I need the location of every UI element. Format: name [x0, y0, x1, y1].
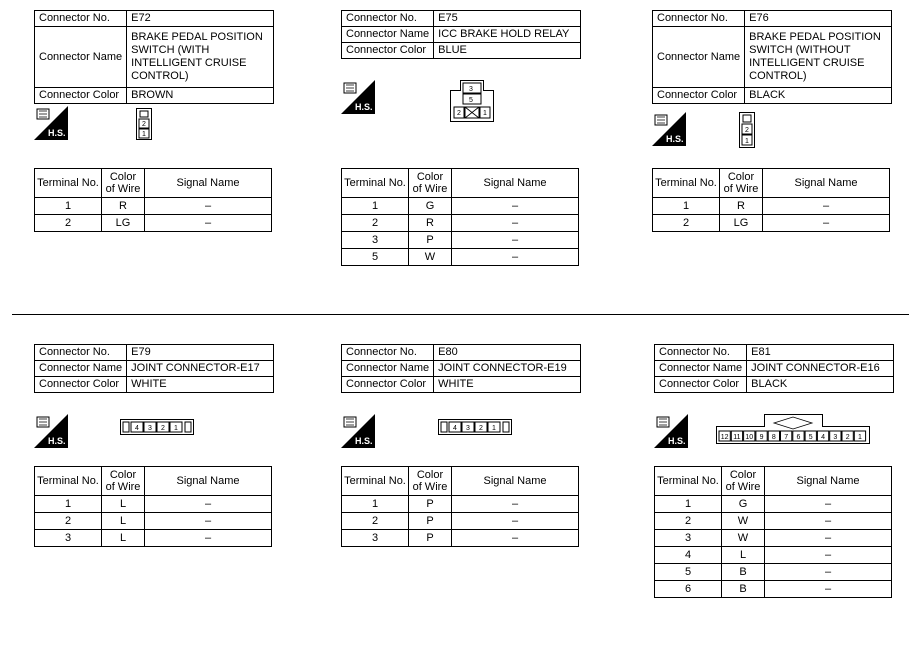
connector-info-table: [34, 344, 274, 393]
wire-color-header: Color of Wire: [102, 467, 145, 496]
hs-label: H.S.: [48, 128, 66, 138]
terminal-no: 2: [655, 513, 722, 530]
connector-no-value: E72: [127, 11, 274, 27]
pin-label: 12: [720, 434, 729, 441]
pin-label: 2: [142, 121, 146, 128]
terminal-no: 3: [655, 530, 722, 547]
terminal-table: [341, 466, 579, 547]
signal-name: –: [145, 530, 272, 547]
wire-color: R: [409, 215, 452, 232]
connector-no-label: Connector No.: [35, 11, 127, 27]
pin-label: 3: [466, 425, 470, 432]
hs-label: H.S.: [668, 436, 686, 446]
pin-label: 4: [821, 434, 826, 441]
connector-color-value: BLACK: [747, 377, 894, 393]
terminal-no: 2: [35, 513, 102, 530]
connector-face-diagram: [716, 414, 870, 444]
terminal-block-e75: [341, 168, 579, 266]
table-row: [35, 496, 272, 513]
connector-name-label: Connector Name: [655, 361, 747, 377]
signal-name: –: [765, 530, 892, 547]
connector-no-value: E81: [747, 345, 894, 361]
section-divider: [12, 314, 909, 315]
signal-name: –: [765, 513, 892, 530]
pin-label: 1: [142, 131, 146, 138]
signal-name: –: [452, 215, 579, 232]
pin-label: 6: [796, 434, 801, 441]
connector-info-table: [34, 10, 274, 104]
table-row: [342, 198, 579, 215]
connector-name-value: JOINT CONNECTOR-E16: [747, 361, 894, 377]
pin-label: 10: [745, 434, 754, 441]
connector-color-label: Connector Color: [655, 377, 747, 393]
terminal-no: 4: [655, 547, 722, 564]
signal-name: –: [763, 198, 890, 215]
connector-color-label: Connector Color: [653, 88, 745, 104]
connector-no-value: E76: [745, 11, 892, 27]
signal-name-header: Signal Name: [765, 467, 892, 496]
wire-color: R: [102, 198, 145, 215]
pin-label: 2: [745, 127, 749, 134]
terminal-table: [652, 168, 890, 232]
signal-name-header: Signal Name: [452, 169, 579, 198]
connector-face-diagram: [438, 419, 512, 435]
harness-side-icon: [652, 112, 686, 146]
terminal-no: 6: [655, 581, 722, 598]
terminal-no-header: Terminal No.: [655, 467, 722, 496]
terminal-no: 1: [35, 198, 102, 215]
wire-color: P: [409, 513, 452, 530]
wire-color: L: [102, 496, 145, 513]
signal-name: –: [452, 232, 579, 249]
connector-info-table: [341, 10, 581, 59]
wire-color: L: [722, 547, 765, 564]
pin-label: 1: [174, 425, 178, 432]
pin-label: 3: [833, 434, 838, 441]
terminal-table: [341, 168, 579, 266]
wire-color: W: [722, 513, 765, 530]
terminal-no: 2: [342, 513, 409, 530]
terminal-no-header: Terminal No.: [653, 169, 720, 198]
wire-color-header: Color of Wire: [722, 467, 765, 496]
connector-no-value: E80: [434, 345, 581, 361]
connector-no-label: Connector No.: [342, 345, 434, 361]
signal-name: –: [145, 198, 272, 215]
terminal-no: 5: [655, 564, 722, 581]
terminal-no: 3: [342, 530, 409, 547]
pin-label: 5: [469, 97, 473, 104]
table-row: [653, 215, 890, 232]
signal-name: –: [765, 496, 892, 513]
wire-color-header: Color of Wire: [409, 169, 452, 198]
connector-block-e80: [341, 344, 581, 393]
terminal-table: [34, 466, 272, 547]
table-row: [342, 215, 579, 232]
wire-color: G: [722, 496, 765, 513]
signal-name: –: [145, 513, 272, 530]
connector-face-diagram: [450, 80, 494, 122]
connector-name-value: JOINT CONNECTOR-E19: [434, 361, 581, 377]
signal-name: –: [452, 198, 579, 215]
connector-name-label: Connector Name: [342, 27, 434, 43]
connector-no-label: Connector No.: [655, 345, 747, 361]
connector-name-value: JOINT CONNECTOR-E17: [127, 361, 274, 377]
terminal-block-e81: [654, 466, 892, 598]
table-row: [655, 547, 892, 564]
hs-label: H.S.: [355, 102, 373, 112]
signal-name-header: Signal Name: [763, 169, 890, 198]
table-row: [655, 496, 892, 513]
table-row: [342, 496, 579, 513]
terminal-no-header: Terminal No.: [342, 467, 409, 496]
connector-color-label: Connector Color: [35, 88, 127, 104]
signal-name: –: [452, 496, 579, 513]
connector-no-value: E79: [127, 345, 274, 361]
terminal-no: 1: [653, 198, 720, 215]
pin-label: 9: [759, 434, 764, 441]
connector-color-label: Connector Color: [35, 377, 127, 393]
connector-name-value: BRAKE PEDAL POSITION SWITCH (WITHOUT INTELLIGENT CRUISE CONTROL): [745, 27, 892, 88]
wire-color: L: [102, 513, 145, 530]
pin-label: 5: [808, 434, 813, 441]
wire-color-header: Color of Wire: [720, 169, 763, 198]
signal-name: –: [765, 564, 892, 581]
pin-label: 1: [745, 138, 749, 145]
pin-label: 4: [135, 425, 139, 432]
signal-name: –: [765, 581, 892, 598]
pin-label: 2: [161, 425, 165, 432]
terminal-block-e72: [34, 168, 272, 232]
connector-no-label: Connector No.: [653, 11, 745, 27]
signal-name: –: [452, 513, 579, 530]
wire-color: B: [722, 581, 765, 598]
wire-color: W: [409, 249, 452, 266]
wire-color-header: Color of Wire: [409, 467, 452, 496]
wire-color: B: [722, 564, 765, 581]
connector-no-label: Connector No.: [342, 11, 434, 27]
connector-name-label: Connector Name: [35, 361, 127, 377]
signal-name: –: [145, 215, 272, 232]
connector-color-value: BLACK: [745, 88, 892, 104]
wire-color: R: [720, 198, 763, 215]
connector-info-table: [654, 344, 894, 393]
table-row: [342, 232, 579, 249]
hs-label: H.S.: [355, 436, 373, 446]
hs-label: H.S.: [48, 436, 66, 446]
terminal-no: 1: [342, 198, 409, 215]
signal-name: –: [452, 530, 579, 547]
wire-color: G: [409, 198, 452, 215]
pin-label: 11: [733, 434, 741, 441]
connector-block-e81: [654, 344, 894, 393]
pin-label: 3: [469, 86, 473, 93]
table-row: [653, 198, 890, 215]
terminal-block-e76: [652, 168, 890, 232]
signal-name: –: [763, 215, 890, 232]
harness-side-icon: [654, 414, 688, 448]
connector-name-label: Connector Name: [35, 27, 127, 88]
connector-color-value: BROWN: [127, 88, 274, 104]
wire-color: LG: [720, 215, 763, 232]
signal-name: –: [765, 547, 892, 564]
terminal-table: [654, 466, 892, 598]
pin-label: 1: [492, 425, 496, 432]
terminal-no: 1: [35, 496, 102, 513]
connector-color-value: BLUE: [434, 43, 581, 59]
terminal-no-header: Terminal No.: [342, 169, 409, 198]
pin-label: 1: [857, 434, 862, 441]
pin-label: 2: [845, 434, 850, 441]
terminal-no: 2: [653, 215, 720, 232]
connector-block-e76: [652, 10, 892, 104]
terminal-no: 1: [655, 496, 722, 513]
table-row: [35, 530, 272, 547]
connector-block-e72: [34, 10, 274, 104]
table-row: [35, 513, 272, 530]
table-row: [655, 513, 892, 530]
connector-block-e79: [34, 344, 274, 393]
connector-name-label: Connector Name: [342, 361, 434, 377]
table-row: [655, 564, 892, 581]
connector-color-value: WHITE: [434, 377, 581, 393]
terminal-no: 2: [342, 215, 409, 232]
table-row: [342, 530, 579, 547]
connector-color-label: Connector Color: [342, 377, 434, 393]
pin-label: 2: [479, 425, 483, 432]
terminal-no: 1: [342, 496, 409, 513]
connector-name-label: Connector Name: [653, 27, 745, 88]
table-row: [342, 249, 579, 266]
table-row: [35, 215, 272, 232]
terminal-no-header: Terminal No.: [35, 169, 102, 198]
connector-name-value: BRAKE PEDAL POSITION SWITCH (WITH INTELLIGENT CRUISE CONTROL): [127, 27, 274, 88]
connector-info-table: [652, 10, 892, 104]
connector-no-value: E75: [434, 11, 581, 27]
terminal-no: 2: [35, 215, 102, 232]
pin-label: 8: [771, 434, 776, 441]
pin-label: 7: [784, 434, 789, 441]
wire-color: W: [722, 530, 765, 547]
wire-color: P: [409, 530, 452, 547]
connector-info-table: [341, 344, 581, 393]
terminal-no: 3: [35, 530, 102, 547]
wire-color: L: [102, 530, 145, 547]
signal-name-header: Signal Name: [145, 169, 272, 198]
terminal-block-e79: [34, 466, 272, 547]
pin-label: 3: [148, 425, 152, 432]
signal-name: –: [452, 249, 579, 266]
terminal-table: [34, 168, 272, 232]
pin-label: 4: [453, 425, 457, 432]
table-row: [655, 581, 892, 598]
wire-color: LG: [102, 215, 145, 232]
hs-label: H.S.: [666, 134, 684, 144]
signal-name-header: Signal Name: [145, 467, 272, 496]
pin-label: 1: [483, 110, 487, 117]
connector-name-value: ICC BRAKE HOLD RELAY: [434, 27, 581, 43]
harness-side-icon: [341, 414, 375, 448]
harness-side-icon: [341, 80, 375, 114]
table-row: [655, 530, 892, 547]
signal-name-header: Signal Name: [452, 467, 579, 496]
connector-face-diagram: [136, 108, 152, 140]
harness-side-icon: [34, 106, 68, 140]
harness-side-icon: [34, 414, 68, 448]
terminal-no-header: Terminal No.: [35, 467, 102, 496]
wire-color-header: Color of Wire: [102, 169, 145, 198]
wire-color: P: [409, 232, 452, 249]
pin-label: 2: [457, 110, 461, 117]
table-row: [35, 198, 272, 215]
connector-face-diagram: [739, 112, 755, 148]
connector-face-diagram: [120, 419, 194, 435]
connector-color-label: Connector Color: [342, 43, 434, 59]
terminal-no: 3: [342, 232, 409, 249]
terminal-block-e80: [341, 466, 579, 547]
terminal-no: 5: [342, 249, 409, 266]
connector-color-value: WHITE: [127, 377, 274, 393]
connector-no-label: Connector No.: [35, 345, 127, 361]
table-row: [342, 513, 579, 530]
connector-block-e75: [341, 10, 581, 59]
wire-color: P: [409, 496, 452, 513]
signal-name: –: [145, 496, 272, 513]
